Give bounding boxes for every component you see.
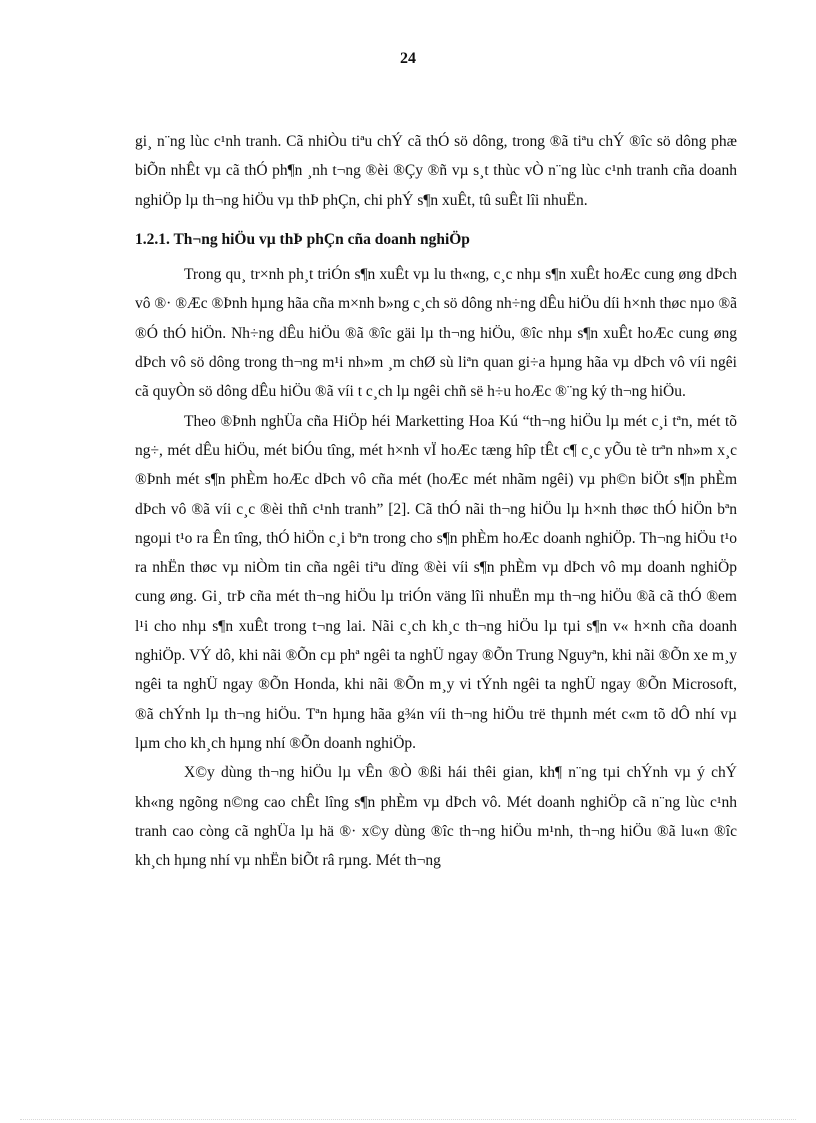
page-number: 24 xyxy=(400,50,416,67)
document-body xyxy=(135,127,737,875)
paragraph: Trong qu¸ tr×nh ph¸t triÓn s¶n xuÊt vµ lu th«ng, c¸c nhµ s¶n xuÊt hoÆc cung øng dÞch vô ®· ®Æc ®Þnh hµng hãa cña m×nh b»ng c¸ch sö dông nh÷ng dÊu hiÖu díi h×nh thøc nµo ®ã ®Ó thÓ hiÖn. Nh÷ng dÊu hiÖu ®ã ®îc gäi lµ th¬ng hiÖu, ®îc nhµ s¶n xuÊt hoÆc cung øng dÞch vô sö dông trong th¬ng m¹i nh»m ¸m chØ sù liªn quan gi÷a hµng hãa vµ dÞch vô víi ngêi cã quyÒn sö dông dÊu hiÖu ®ã víi t c¸ch lµ ngêi chñ së h÷u hoÆc ®¨ng ký th¬ng hiÖu. xyxy=(135,266,737,401)
paragraph: X©y dùng th¬ng hiÖu lµ vÊn ®Ò ®ßi hái thêi gian, kh¶ n¨ng tµi chÝnh vµ ý chÝ kh«ng ngõng n©ng cao chÊt lîng s¶n phÈm vµ dÞch vô. Mét doanh nghiÖp cã n¨ng lùc c¹nh tranh cao còng cã nghÜa lµ hä ®· x©y dùng ®îc th¬ng hiÖu m¹nh, th¬ng hiÖu ®ã lu«n ®îc kh¸ch hµng nhí vµ nhËn biÕt râ rµng. Mét th¬ng xyxy=(135,764,737,870)
paragraph-continuation: gi¸ n¨ng lùc c¹nh tranh. Cã nhiÒu tiªu chÝ cã thÓ sö dông, trong ®ã tiªu chÝ ®îc sö dông phæ biÕn nhÊt vµ cã thÓ ph¶n ¸nh t¬ng ®èi ®Çy ®ñ vµ s¸t thùc vÒ n¨ng lùc c¹nh tranh cña doanh nghiÖp lµ th¬ng hiÖu vµ thÞ phÇn, chi phÝ s¶n xuÊt, tû suÊt lîi nhuËn. xyxy=(135,133,737,209)
paragraph: Theo ®Þnh nghÜa cña HiÖp héi Marketting Hoa Kú “th¬ng hiÖu lµ mét c¸i tªn, mét tõ ng÷, mét dÊu hiÖu, mét biÓu tîng, mét h×nh vÏ hoÆc tæng hîp tÊt c¶ c¸c yÕu tè trªn nh»m x¸c ®Þnh mét s¶n phÈm hoÆc dÞch vô cña mét (hoÆc mét nhãm ngêi) vµ ph©n biÖt s¶n phÈm dÞch vô ®ã víi c¸c ®èi thñ c¹nh tranh” [2]. Cã thÓ nãi th¬ng hiÖu lµ h×nh thøc thÓ hiÖn bªn ngoµi t¹o ra Ên tîng, thÓ hiÖn c¸i bªn trong cho s¶n phÈm hoÆc doanh nghiÖp. Th¬ng hiÖu t¹o ra nhËn thøc vµ niÒm tin cña ngêi tiªu dïng ®èi víi s¶n phÈm vµ dÞch vô mµ doanh nghiÖp cung øng. Gi¸ trÞ cña mét th¬ng hiÖu lµ triÓn väng lîi nhuËn mµ th¬ng hiÖu ®ã cã thÓ ®em l¹i cho nhµ s¶n xuÊt trong t¬ng lai. Nãi c¸ch kh¸c th¬ng hiÖu lµ tµi s¶n v« h×nh cña doanh nghiÖp. VÝ dô, khi nãi ®Õn cµ phª ngêi ta nghÜ ngay ®Õn Trung Nguyªn, khi nãi ®Õn xe m¸y ngêi ta nghÜ ngay ®Õn Honda, khi nãi ®Õn m¸y vi tÝnh ngêi ta nghÜ ngay ®Õn Microsoft, ®ã chÝnh lµ th¬ng hiÖu. Tªn hµng hãa g¾n víi th¬ng hiÖu trë thµnh mét c«m tõ dÔ nhí vµ lµm cho kh¸ch hµng nhí ®Õn doanh nghiÖp. xyxy=(135,412,737,752)
page-bottom-divider xyxy=(20,1119,796,1120)
section-heading: 1.2.1. Th¬ng hiÖu vµ thÞ phÇn cña doanh nghiÖp xyxy=(135,230,470,248)
